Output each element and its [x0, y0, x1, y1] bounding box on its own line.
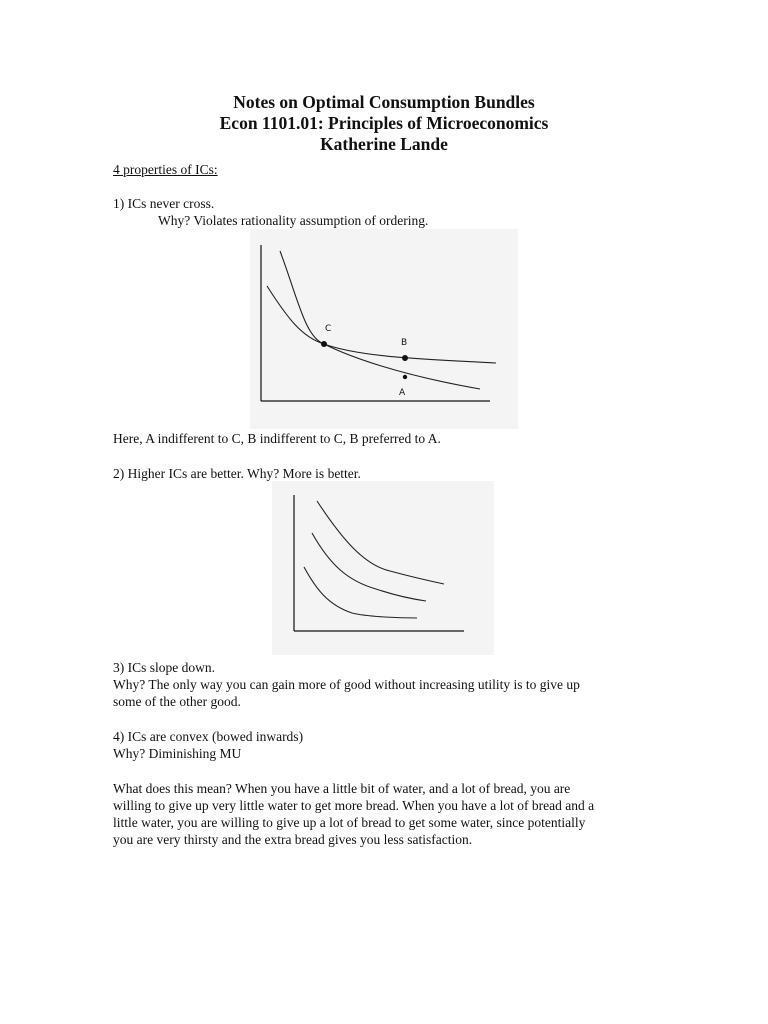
- figure-1-caption: Here, A indifferent to C, B indifferent to C, B preferred to A.: [113, 431, 441, 446]
- point-a: [403, 375, 407, 379]
- property-2-heading: 2) Higher ICs are better. Why? More is better.: [113, 466, 361, 481]
- property-3-why-line-2: some of the other good.: [113, 694, 241, 709]
- indifference-curve-high: [317, 501, 444, 584]
- crossing-ics-figure: [250, 229, 518, 429]
- document-title: [0, 92, 768, 155]
- indifference-curve-2: [267, 286, 480, 389]
- label-c: C: [325, 324, 332, 334]
- title-line-2: Econ 1101.01: Principles of Microeconomics: [219, 113, 549, 133]
- property-4-heading: 4) ICs are convex (bowed inwards): [113, 729, 304, 744]
- title-line-1: Notes on Optimal Consumption Bundles: [233, 92, 535, 112]
- property-3-heading: 3) ICs slope down.: [113, 660, 215, 675]
- higher-ics-figure: [272, 481, 494, 655]
- point-b: [402, 355, 408, 361]
- point-c: [321, 341, 327, 347]
- explanation-line-4: you are very thirsty and the extra bread gives you less satisfaction.: [113, 832, 473, 847]
- label-b: B: [401, 338, 408, 348]
- property-3-why-line-1: Why? The only way you can gain more of good without increasing utility is to give up: [113, 677, 580, 692]
- property-4-why: Why? Diminishing MU: [113, 746, 242, 761]
- indifference-curve-low: [304, 567, 417, 618]
- label-a: A: [399, 388, 406, 398]
- author-name: Katherine Lande: [320, 134, 448, 154]
- property-1-heading: 1) ICs never cross.: [113, 196, 215, 211]
- explanation-line-2: willing to give up very little water to get more bread. When you have a lot of bread and a: [113, 798, 595, 813]
- property-1-why: Why? Violates rationality assumption of ordering.: [158, 213, 429, 228]
- indifference-curve-1: [280, 251, 496, 363]
- indifference-curve-mid: [312, 533, 426, 601]
- section-heading: 4 properties of ICs:: [113, 162, 218, 177]
- explanation-line-3: little water, you are willing to give up a lot of bread to get some water, since potentially: [113, 815, 586, 830]
- explanation-line-1: What does this mean? When you have a little bit of water, and a lot of bread, you are: [113, 781, 571, 796]
